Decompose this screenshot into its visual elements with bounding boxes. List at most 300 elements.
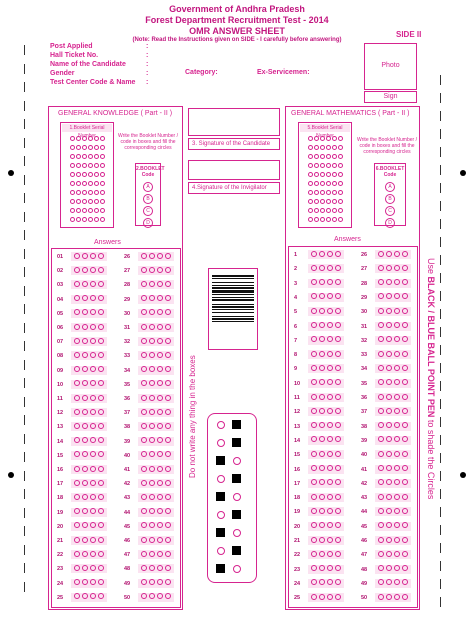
answer-bubble[interactable] (319, 594, 325, 600)
answer-bubble[interactable] (378, 436, 384, 442)
serial-bubble[interactable] (76, 190, 81, 195)
serial-bubble[interactable] (308, 217, 313, 222)
answer-bubble[interactable] (335, 537, 341, 543)
answer-bubble[interactable] (327, 365, 333, 371)
answer-bubble[interactable] (378, 494, 384, 500)
answer-bubble[interactable] (386, 422, 392, 428)
answer-bubble[interactable] (90, 466, 96, 472)
answer-bubble[interactable] (402, 251, 408, 257)
serial-bubble[interactable] (314, 190, 319, 195)
answer-bubble[interactable] (90, 508, 96, 514)
serial-bubble[interactable] (70, 208, 75, 213)
answer-bubble[interactable] (149, 380, 155, 386)
answer-bubble[interactable] (378, 537, 384, 543)
answer-bubble[interactable] (98, 309, 104, 315)
answer-bubble[interactable] (402, 279, 408, 285)
answer-bubble[interactable] (141, 409, 147, 415)
answer-bubble[interactable] (394, 522, 400, 528)
answer-bubble[interactable] (378, 551, 384, 557)
serial-bubble[interactable] (326, 208, 331, 213)
answer-bubble[interactable] (386, 394, 392, 400)
answer-bubble[interactable] (327, 394, 333, 400)
serial-bubble[interactable] (308, 208, 313, 213)
answer-bubble[interactable] (378, 451, 384, 457)
serial-bubble[interactable] (326, 136, 331, 141)
answer-bubble[interactable] (82, 508, 88, 514)
answer-bubble[interactable] (386, 565, 392, 571)
answer-bubble[interactable] (327, 351, 333, 357)
serial-bubble[interactable] (338, 217, 343, 222)
answer-bubble[interactable] (394, 336, 400, 342)
answer-bubble[interactable] (149, 466, 155, 472)
answer-bubble[interactable] (335, 422, 341, 428)
answer-bubble[interactable] (335, 351, 341, 357)
answer-bubble[interactable] (149, 281, 155, 287)
serial-bubble[interactable] (338, 163, 343, 168)
serial-bubble[interactable] (76, 145, 81, 150)
answer-bubble[interactable] (165, 437, 171, 443)
answer-bubble[interactable] (335, 494, 341, 500)
answer-bubble[interactable] (165, 267, 171, 273)
answer-bubble[interactable] (386, 508, 392, 514)
answer-bubble[interactable] (165, 366, 171, 372)
answer-bubble[interactable] (157, 451, 163, 457)
code-bubble[interactable]: C (385, 206, 395, 216)
answer-bubble[interactable] (98, 480, 104, 486)
answer-bubble[interactable] (386, 351, 392, 357)
answer-bubble[interactable] (149, 522, 155, 528)
answer-bubble[interactable] (335, 394, 341, 400)
answer-bubble[interactable] (394, 579, 400, 585)
answer-bubble[interactable] (141, 295, 147, 301)
serial-bubble[interactable] (88, 181, 93, 186)
answer-bubble[interactable] (90, 352, 96, 358)
answer-bubble[interactable] (319, 336, 325, 342)
answer-bubble[interactable] (311, 251, 317, 257)
answer-bubble[interactable] (74, 380, 80, 386)
answer-bubble[interactable] (141, 380, 147, 386)
answer-bubble[interactable] (327, 522, 333, 528)
answer-bubble[interactable] (157, 281, 163, 287)
answer-bubble[interactable] (394, 251, 400, 257)
answer-bubble[interactable] (90, 437, 96, 443)
serial-bubble[interactable] (314, 163, 319, 168)
answer-bubble[interactable] (165, 309, 171, 315)
answer-bubble[interactable] (157, 466, 163, 472)
answer-bubble[interactable] (82, 281, 88, 287)
answer-bubble[interactable] (402, 322, 408, 328)
answer-bubble[interactable] (98, 352, 104, 358)
answer-bubble[interactable] (386, 551, 392, 557)
answer-bubble[interactable] (90, 522, 96, 528)
answer-bubble[interactable] (319, 465, 325, 471)
answer-bubble[interactable] (386, 436, 392, 442)
answer-bubble[interactable] (149, 295, 155, 301)
answer-bubble[interactable] (402, 465, 408, 471)
answer-bubble[interactable] (386, 293, 392, 299)
serial-bubble[interactable] (320, 163, 325, 168)
answer-bubble[interactable] (74, 253, 80, 259)
answer-bubble[interactable] (98, 494, 104, 500)
answer-bubble[interactable] (402, 594, 408, 600)
answer-bubble[interactable] (311, 394, 317, 400)
answer-bubble[interactable] (327, 308, 333, 314)
answer-bubble[interactable] (165, 593, 171, 599)
answer-bubble[interactable] (319, 394, 325, 400)
serial-bubble[interactable] (332, 199, 337, 204)
answer-bubble[interactable] (386, 408, 392, 414)
answer-bubble[interactable] (165, 338, 171, 344)
answer-bubble[interactable] (311, 479, 317, 485)
answer-bubble[interactable] (327, 408, 333, 414)
answer-bubble[interactable] (98, 466, 104, 472)
answer-bubble[interactable] (327, 465, 333, 471)
serial-bubble[interactable] (76, 172, 81, 177)
answer-bubble[interactable] (141, 593, 147, 599)
answer-bubble[interactable] (402, 565, 408, 571)
answer-bubble[interactable] (327, 579, 333, 585)
answer-bubble[interactable] (327, 279, 333, 285)
answer-bubble[interactable] (165, 395, 171, 401)
answer-bubble[interactable] (90, 537, 96, 543)
answer-bubble[interactable] (157, 324, 163, 330)
answer-bubble[interactable] (98, 522, 104, 528)
serial-bubble[interactable] (314, 217, 319, 222)
serial-bubble[interactable] (332, 136, 337, 141)
serial-bubble[interactable] (308, 181, 313, 186)
answer-bubble[interactable] (335, 465, 341, 471)
answer-bubble[interactable] (82, 494, 88, 500)
answer-bubble[interactable] (319, 451, 325, 457)
answer-bubble[interactable] (311, 308, 317, 314)
answer-bubble[interactable] (90, 423, 96, 429)
answer-bubble[interactable] (165, 551, 171, 557)
answer-bubble[interactable] (394, 551, 400, 557)
answer-bubble[interactable] (149, 579, 155, 585)
answer-bubble[interactable] (141, 352, 147, 358)
serial-bubble[interactable] (88, 163, 93, 168)
answer-bubble[interactable] (74, 352, 80, 358)
serial-bubble[interactable] (76, 208, 81, 213)
answer-bubble[interactable] (378, 508, 384, 514)
answer-bubble[interactable] (402, 537, 408, 543)
answer-bubble[interactable] (319, 322, 325, 328)
answer-bubble[interactable] (149, 267, 155, 273)
answer-bubble[interactable] (335, 322, 341, 328)
answer-bubble[interactable] (402, 508, 408, 514)
serial-bubble[interactable] (320, 136, 325, 141)
answer-bubble[interactable] (165, 352, 171, 358)
serial-bubble[interactable] (314, 181, 319, 186)
serial-bubble[interactable] (82, 217, 87, 222)
gk-booklet-circles[interactable] (62, 132, 112, 222)
answer-bubble[interactable] (141, 508, 147, 514)
answer-bubble[interactable] (319, 408, 325, 414)
answer-bubble[interactable] (165, 409, 171, 415)
answer-bubble[interactable] (311, 293, 317, 299)
serial-bubble[interactable] (100, 217, 105, 222)
answer-bubble[interactable] (402, 579, 408, 585)
answer-bubble[interactable] (402, 293, 408, 299)
serial-bubble[interactable] (320, 190, 325, 195)
answer-bubble[interactable] (335, 551, 341, 557)
answer-bubble[interactable] (311, 336, 317, 342)
answer-bubble[interactable] (311, 565, 317, 571)
answer-bubble[interactable] (141, 537, 147, 543)
answer-bubble[interactable] (90, 409, 96, 415)
serial-bubble[interactable] (100, 163, 105, 168)
answer-bubble[interactable] (402, 365, 408, 371)
answer-bubble[interactable] (157, 395, 163, 401)
answer-bubble[interactable] (386, 537, 392, 543)
answer-bubble[interactable] (402, 408, 408, 414)
answer-bubble[interactable] (402, 265, 408, 271)
serial-bubble[interactable] (94, 172, 99, 177)
answer-bubble[interactable] (319, 579, 325, 585)
answer-bubble[interactable] (82, 366, 88, 372)
serial-bubble[interactable] (326, 145, 331, 150)
answer-bubble[interactable] (319, 565, 325, 571)
answer-bubble[interactable] (319, 293, 325, 299)
answer-bubble[interactable] (90, 451, 96, 457)
answer-bubble[interactable] (141, 466, 147, 472)
answer-bubble[interactable] (394, 308, 400, 314)
answer-bubble[interactable] (82, 380, 88, 386)
answer-bubble[interactable] (394, 422, 400, 428)
answer-bubble[interactable] (149, 309, 155, 315)
answer-bubble[interactable] (386, 594, 392, 600)
answer-bubble[interactable] (74, 551, 80, 557)
answer-bubble[interactable] (394, 465, 400, 471)
answer-bubble[interactable] (98, 537, 104, 543)
answer-bubble[interactable] (74, 522, 80, 528)
code-bubble[interactable]: A (143, 182, 153, 192)
answer-bubble[interactable] (311, 551, 317, 557)
answer-bubble[interactable] (335, 565, 341, 571)
answer-bubble[interactable] (98, 451, 104, 457)
answer-bubble[interactable] (335, 479, 341, 485)
answer-bubble[interactable] (311, 451, 317, 457)
answer-bubble[interactable] (327, 251, 333, 257)
answer-bubble[interactable] (82, 324, 88, 330)
answer-bubble[interactable] (90, 267, 96, 273)
answer-bubble[interactable] (98, 253, 104, 259)
answer-bubble[interactable] (74, 281, 80, 287)
answer-bubble[interactable] (82, 295, 88, 301)
serial-bubble[interactable] (332, 163, 337, 168)
serial-bubble[interactable] (88, 154, 93, 159)
serial-bubble[interactable] (332, 217, 337, 222)
answer-bubble[interactable] (378, 251, 384, 257)
answer-bubble[interactable] (319, 422, 325, 428)
answer-bubble[interactable] (386, 365, 392, 371)
answer-bubble[interactable] (90, 579, 96, 585)
answer-bubble[interactable] (141, 522, 147, 528)
answer-bubble[interactable] (82, 338, 88, 344)
answer-bubble[interactable] (327, 479, 333, 485)
answer-bubble[interactable] (386, 579, 392, 585)
answer-bubble[interactable] (335, 594, 341, 600)
serial-bubble[interactable] (314, 172, 319, 177)
answer-bubble[interactable] (149, 409, 155, 415)
answer-bubble[interactable] (82, 551, 88, 557)
serial-bubble[interactable] (94, 163, 99, 168)
answer-bubble[interactable] (402, 422, 408, 428)
serial-bubble[interactable] (88, 199, 93, 204)
answer-bubble[interactable] (311, 522, 317, 528)
answer-bubble[interactable] (327, 336, 333, 342)
answer-bubble[interactable] (90, 338, 96, 344)
serial-bubble[interactable] (76, 199, 81, 204)
answer-bubble[interactable] (98, 409, 104, 415)
answer-bubble[interactable] (386, 336, 392, 342)
answer-bubble[interactable] (157, 480, 163, 486)
answer-bubble[interactable] (335, 265, 341, 271)
serial-bubble[interactable] (320, 199, 325, 204)
answer-bubble[interactable] (74, 480, 80, 486)
answer-bubble[interactable] (149, 437, 155, 443)
serial-bubble[interactable] (94, 217, 99, 222)
serial-bubble[interactable] (88, 172, 93, 177)
code-bubble[interactable]: B (385, 194, 395, 204)
serial-bubble[interactable] (94, 190, 99, 195)
answer-bubble[interactable] (141, 423, 147, 429)
answer-bubble[interactable] (386, 522, 392, 528)
answer-bubble[interactable] (311, 537, 317, 543)
serial-bubble[interactable] (314, 208, 319, 213)
answer-bubble[interactable] (74, 409, 80, 415)
answer-bubble[interactable] (378, 336, 384, 342)
answer-bubble[interactable] (378, 579, 384, 585)
answer-bubble[interactable] (165, 295, 171, 301)
answer-bubble[interactable] (165, 565, 171, 571)
answer-bubble[interactable] (402, 522, 408, 528)
serial-bubble[interactable] (88, 217, 93, 222)
answer-bubble[interactable] (378, 265, 384, 271)
answer-bubble[interactable] (386, 465, 392, 471)
answer-bubble[interactable] (82, 451, 88, 457)
answer-bubble[interactable] (141, 565, 147, 571)
answer-bubble[interactable] (90, 593, 96, 599)
serial-bubble[interactable] (338, 181, 343, 186)
serial-bubble[interactable] (320, 154, 325, 159)
answer-bubble[interactable] (394, 565, 400, 571)
answer-bubble[interactable] (378, 322, 384, 328)
answer-bubble[interactable] (157, 352, 163, 358)
answer-bubble[interactable] (149, 324, 155, 330)
answer-bubble[interactable] (402, 494, 408, 500)
answer-bubble[interactable] (98, 423, 104, 429)
answer-bubble[interactable] (149, 494, 155, 500)
serial-bubble[interactable] (320, 217, 325, 222)
answer-bubble[interactable] (319, 436, 325, 442)
answer-bubble[interactable] (335, 293, 341, 299)
gk-code-circles[interactable] (136, 182, 160, 228)
answer-bubble[interactable] (327, 436, 333, 442)
answer-bubble[interactable] (157, 537, 163, 543)
answer-bubble[interactable] (149, 395, 155, 401)
serial-bubble[interactable] (88, 190, 93, 195)
answer-bubble[interactable] (327, 451, 333, 457)
answer-bubble[interactable] (335, 279, 341, 285)
answer-bubble[interactable] (90, 395, 96, 401)
answer-bubble[interactable] (98, 281, 104, 287)
answer-bubble[interactable] (157, 437, 163, 443)
serial-bubble[interactable] (308, 154, 313, 159)
answer-bubble[interactable] (402, 379, 408, 385)
serial-bubble[interactable] (338, 172, 343, 177)
answer-bubble[interactable] (82, 480, 88, 486)
answer-bubble[interactable] (141, 551, 147, 557)
answer-bubble[interactable] (327, 594, 333, 600)
serial-bubble[interactable] (100, 136, 105, 141)
serial-bubble[interactable] (100, 172, 105, 177)
serial-bubble[interactable] (320, 208, 325, 213)
answer-bubble[interactable] (402, 351, 408, 357)
answer-bubble[interactable] (394, 379, 400, 385)
answer-bubble[interactable] (90, 380, 96, 386)
serial-bubble[interactable] (94, 208, 99, 213)
answer-bubble[interactable] (386, 279, 392, 285)
answer-bubble[interactable] (165, 522, 171, 528)
answer-bubble[interactable] (98, 437, 104, 443)
answer-bubble[interactable] (378, 522, 384, 528)
answer-bubble[interactable] (311, 594, 317, 600)
answer-bubble[interactable] (141, 267, 147, 273)
answer-bubble[interactable] (74, 508, 80, 514)
answer-bubble[interactable] (311, 351, 317, 357)
answer-bubble[interactable] (98, 295, 104, 301)
answer-bubble[interactable] (149, 352, 155, 358)
serial-bubble[interactable] (100, 199, 105, 204)
answer-bubble[interactable] (74, 324, 80, 330)
answer-bubble[interactable] (74, 593, 80, 599)
answer-bubble[interactable] (311, 422, 317, 428)
serial-bubble[interactable] (100, 154, 105, 159)
answer-bubble[interactable] (82, 565, 88, 571)
answer-bubble[interactable] (378, 351, 384, 357)
answer-bubble[interactable] (378, 408, 384, 414)
answer-bubble[interactable] (149, 253, 155, 259)
answer-bubble[interactable] (74, 395, 80, 401)
answer-bubble[interactable] (165, 579, 171, 585)
answer-bubble[interactable] (74, 437, 80, 443)
answer-bubble[interactable] (157, 338, 163, 344)
answer-bubble[interactable] (141, 324, 147, 330)
answer-bubble[interactable] (82, 253, 88, 259)
answer-bubble[interactable] (327, 422, 333, 428)
answer-bubble[interactable] (82, 522, 88, 528)
serial-bubble[interactable] (326, 217, 331, 222)
answer-bubble[interactable] (165, 380, 171, 386)
serial-bubble[interactable] (338, 199, 343, 204)
serial-bubble[interactable] (332, 145, 337, 150)
answer-bubble[interactable] (157, 295, 163, 301)
serial-bubble[interactable] (82, 199, 87, 204)
serial-bubble[interactable] (100, 145, 105, 150)
serial-bubble[interactable] (94, 136, 99, 141)
answer-bubble[interactable] (394, 594, 400, 600)
answer-bubble[interactable] (386, 251, 392, 257)
answer-bubble[interactable] (394, 322, 400, 328)
answer-bubble[interactable] (82, 423, 88, 429)
answer-bubble[interactable] (386, 379, 392, 385)
serial-bubble[interactable] (314, 145, 319, 150)
answer-bubble[interactable] (149, 451, 155, 457)
answer-bubble[interactable] (319, 379, 325, 385)
serial-bubble[interactable] (326, 154, 331, 159)
serial-bubble[interactable] (70, 172, 75, 177)
